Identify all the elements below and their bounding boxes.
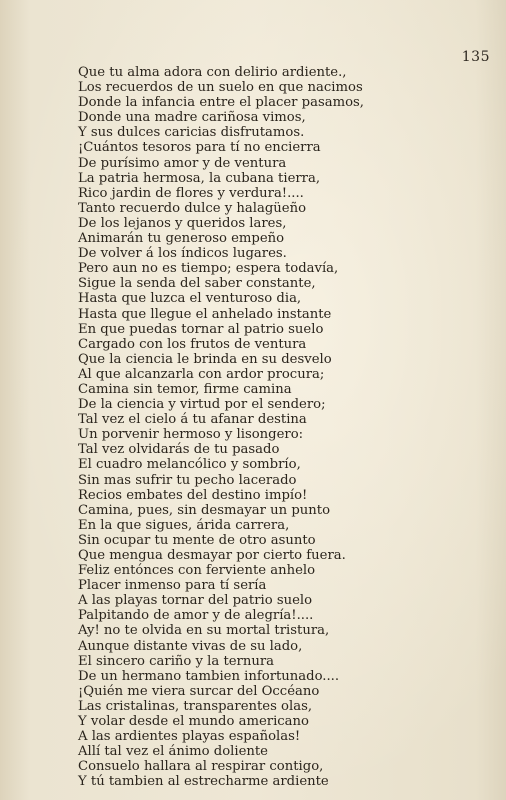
poem-line: Y tú tambien al estrecharme ardiente [78, 774, 329, 790]
poem-line: Que la ciencia le brinda en su desvelo [78, 351, 332, 367]
poem-line: Un porvenir hermoso y lisongero: [78, 427, 304, 443]
poem-line: Camina sin temor, firme camina [78, 381, 292, 397]
poem-line: Rico jardin de flores y verdura!.... [78, 185, 304, 201]
poem-line: En que puedas tornar al patrio suelo [78, 321, 324, 337]
poem-line: Camina, pues, sin desmayar un punto [78, 502, 331, 518]
poem-line: A las playas tornar del patrio suelo [78, 593, 313, 609]
poem-line: Tal vez el cielo á tu afanar destina [78, 412, 307, 428]
poem-line: De purísimo amor y de ventura [78, 155, 287, 171]
poem-line: Consuelo hallara al respirar contigo, [78, 759, 324, 775]
poem-line: Donde una madre cariñosa vimos, [78, 110, 306, 126]
poem-line: A las ardientes playas españolas! [78, 729, 301, 745]
page-number: 135 [461, 49, 490, 65]
poem-line: Hasta que luzca el venturoso dia, [78, 291, 302, 307]
poem-line: Al que alcanzarla con ardor procura; [78, 366, 325, 382]
poem-line: Recios embates del destino impío! [78, 487, 308, 503]
poem-line: Allí tal vez el ánimo doliente [78, 744, 268, 760]
poem-line: Donde la infancia entre el placer pasamos, [78, 95, 364, 111]
poem-line: Y volar desde el mundo americano [78, 714, 309, 730]
poem-line: Animarán tu generoso empeño [78, 231, 285, 247]
poem-text [78, 65, 498, 790]
poem-line: Que tu alma adora con delirio ardiente., [78, 65, 347, 80]
poem-line: Que mengua desmayar por cierto fuera. [78, 548, 346, 563]
poem-line: Los recuerdos de un suelo en que nacimos [78, 80, 363, 96]
poem-line: ¡Quién me viera surcar del Occéano [78, 683, 320, 699]
poem-line: De los lejanos y queridos lares, [78, 215, 287, 231]
poem-line: Sigue la senda del saber constante, [78, 276, 316, 292]
poem-line: Hasta que llegue el anhelado instante [78, 306, 332, 322]
poem-line: El cuadro melancólico y sombrío, [78, 457, 301, 473]
poem-line: De la ciencia y virtud por el sendero; [78, 397, 326, 413]
poem-line: Palpitando de amor y de alegría!.... [78, 608, 314, 624]
poem-line: Ay! no te olvida en su mortal tristura, [78, 623, 330, 639]
poem-line: De un hermano tambien infortunado.... [78, 668, 340, 684]
poem-line: Tanto recuerdo dulce y halagüeño [78, 200, 307, 216]
poem-line: Y sus dulces caricias disfrutamos. [78, 125, 305, 141]
poem-line: La patria hermosa, la cubana tierra, [78, 170, 321, 186]
poem-line: Tal vez olvidarás de tu pasado [78, 442, 280, 458]
poem-line: El sincero cariño y la ternura [78, 653, 275, 669]
poem-line: Las cristalinas, transparentes olas, [78, 698, 313, 714]
poem-line: Placer inmenso para tí sería [78, 578, 267, 594]
poem-line: Feliz entónces con ferviente anhelo [78, 563, 316, 579]
poem-line: Cargado con los frutos de ventura [78, 336, 307, 352]
poem-line: Sin mas sufrir tu pecho lacerado [78, 472, 297, 488]
poem-line: En la que sigues, árida carrera, [78, 517, 290, 533]
poem-line: De volver á los índicos lugares. [78, 246, 287, 262]
poem-line: Sin ocupar tu mente de otro asunto [78, 532, 316, 548]
poem-line: Aunque distante vivas de su lado, [78, 638, 303, 654]
poem-line: Pero aun no es tiempo; espera todavía, [78, 261, 339, 277]
poem-line: ¡Cuántos tesoros para tí no encierra [78, 140, 321, 156]
